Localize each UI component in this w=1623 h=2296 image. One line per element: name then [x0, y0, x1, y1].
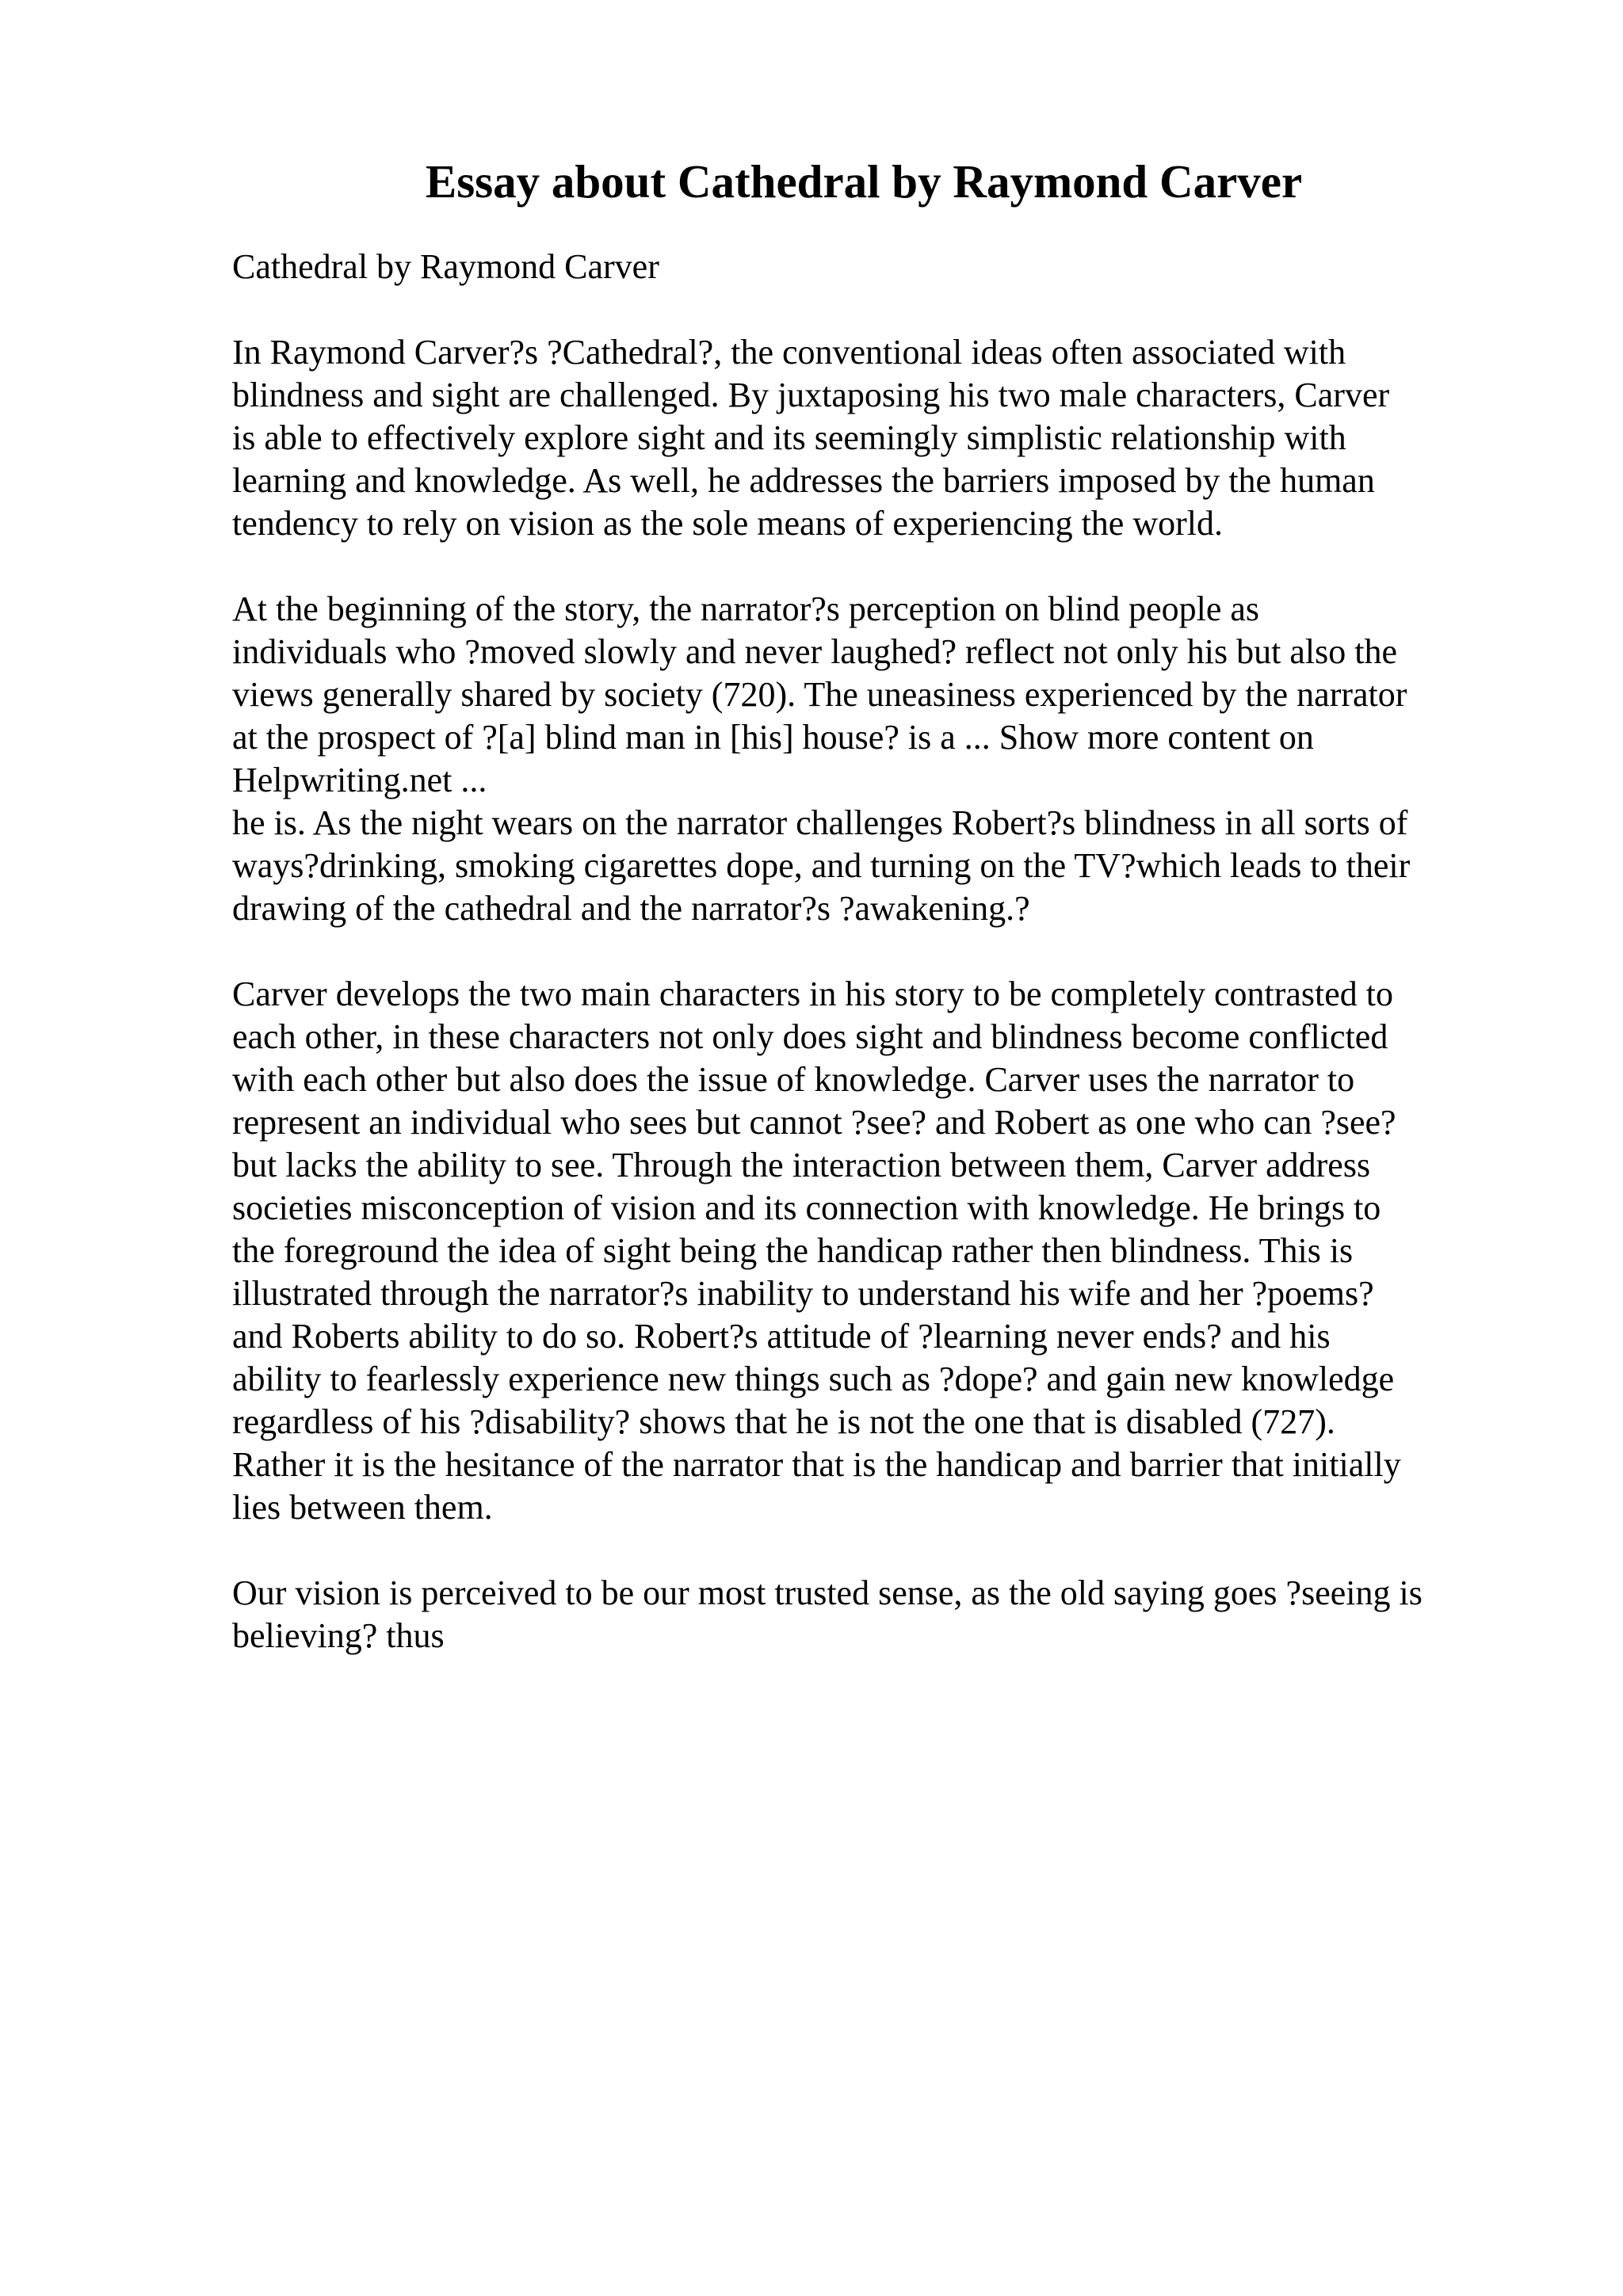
paragraph-line: blindness and sight are challenged. By juxtaposing his two male characters, Carver	[232, 376, 1390, 414]
paragraph-line: and Roberts ability to do so. Robert?s attitude of ?learning never ends? and his	[232, 1317, 1331, 1356]
paragraph-line: Carver develops the two main characters in his story to be completely contrasted to	[232, 974, 1393, 1013]
subtitle-line: Cathedral by Raymond Carver	[232, 247, 659, 286]
paragraph-line: represent an individual who sees but cannot ?see? and Robert as one who can ?see?	[232, 1103, 1396, 1142]
paragraph-line: individuals who ?moved slowly and never laughed? reflect not only his but also the	[232, 632, 1398, 671]
paragraph-line: believing? thus	[232, 1616, 445, 1655]
paragraph-4	[232, 1572, 1516, 1657]
paragraph-line: each other, in these characters not only does sight and blindness become conflicted	[232, 1017, 1388, 1056]
paragraph-line: drawing of the cathedral and the narrator?s ?awakening.?	[232, 889, 1030, 928]
paragraph-line: the foreground the idea of sight being the handicap rather then blindness. This is	[232, 1231, 1354, 1270]
page-title: Essay about Cathedral by Raymond Carver	[425, 155, 1303, 208]
paragraph-line: At the beginning of the story, the narrator?s perception on blind people as	[232, 589, 1260, 628]
paragraph-1	[232, 331, 1516, 545]
paragraph-line: with each other but also does the issue of knowledge. Carver uses the narrator to	[232, 1060, 1355, 1099]
paragraph-line: In Raymond Carver?s ?Cathedral?, the conventional ideas often associated with	[232, 333, 1346, 372]
paragraph-line: ways?drinking, smoking cigarettes dope, and turning on the TV?which leads to their	[232, 846, 1411, 885]
paragraph-line: regardless of his ?disability? shows that he is not the one that is disabled (727).	[232, 1402, 1335, 1441]
document-subtitle	[232, 246, 1516, 288]
document-body	[232, 246, 1516, 1700]
paragraph-line: he is. As the night wears on the narrator challenges Robert?s blindness in all sorts of	[232, 803, 1408, 842]
paragraph-line: tendency to rely on vision as the sole means of experiencing the world.	[232, 504, 1223, 543]
paragraph-line: at the prospect of ?[a] blind man in [his] house? is a ... Show more content on	[232, 718, 1314, 757]
paragraph-3	[232, 973, 1516, 1529]
paragraph-line: societies misconception of vision and its connection with knowledge. He brings to	[232, 1188, 1381, 1227]
paragraph-line: is able to effectively explore sight and its seemingly simplistic relationship with	[232, 418, 1346, 457]
paragraph-2	[232, 588, 1516, 930]
paragraph-line: learning and knowledge. As well, he addresses the barriers imposed by the human	[232, 461, 1375, 500]
paragraph-line: views generally shared by society (720). The uneasiness experienced by the narrator	[232, 675, 1407, 714]
paragraph-line: Our vision is perceived to be our most trusted sense, as the old saying goes ?seeing is	[232, 1573, 1423, 1612]
paragraph-line: illustrated through the narrator?s inability to understand his wife and her ?poems?	[232, 1274, 1374, 1313]
paragraph-line: ability to fearlessly experience new things such as ?dope? and gain new knowledge	[232, 1360, 1395, 1398]
paragraph-line: Rather it is the hesitance of the narrator that is the handicap and barrier that initially	[232, 1445, 1401, 1484]
paragraph-line: but lacks the ability to see. Through the interaction between them, Carver address	[232, 1146, 1371, 1184]
paragraph-line: Helpwriting.net ...	[232, 761, 487, 799]
paragraph-line: lies between them.	[232, 1488, 493, 1527]
